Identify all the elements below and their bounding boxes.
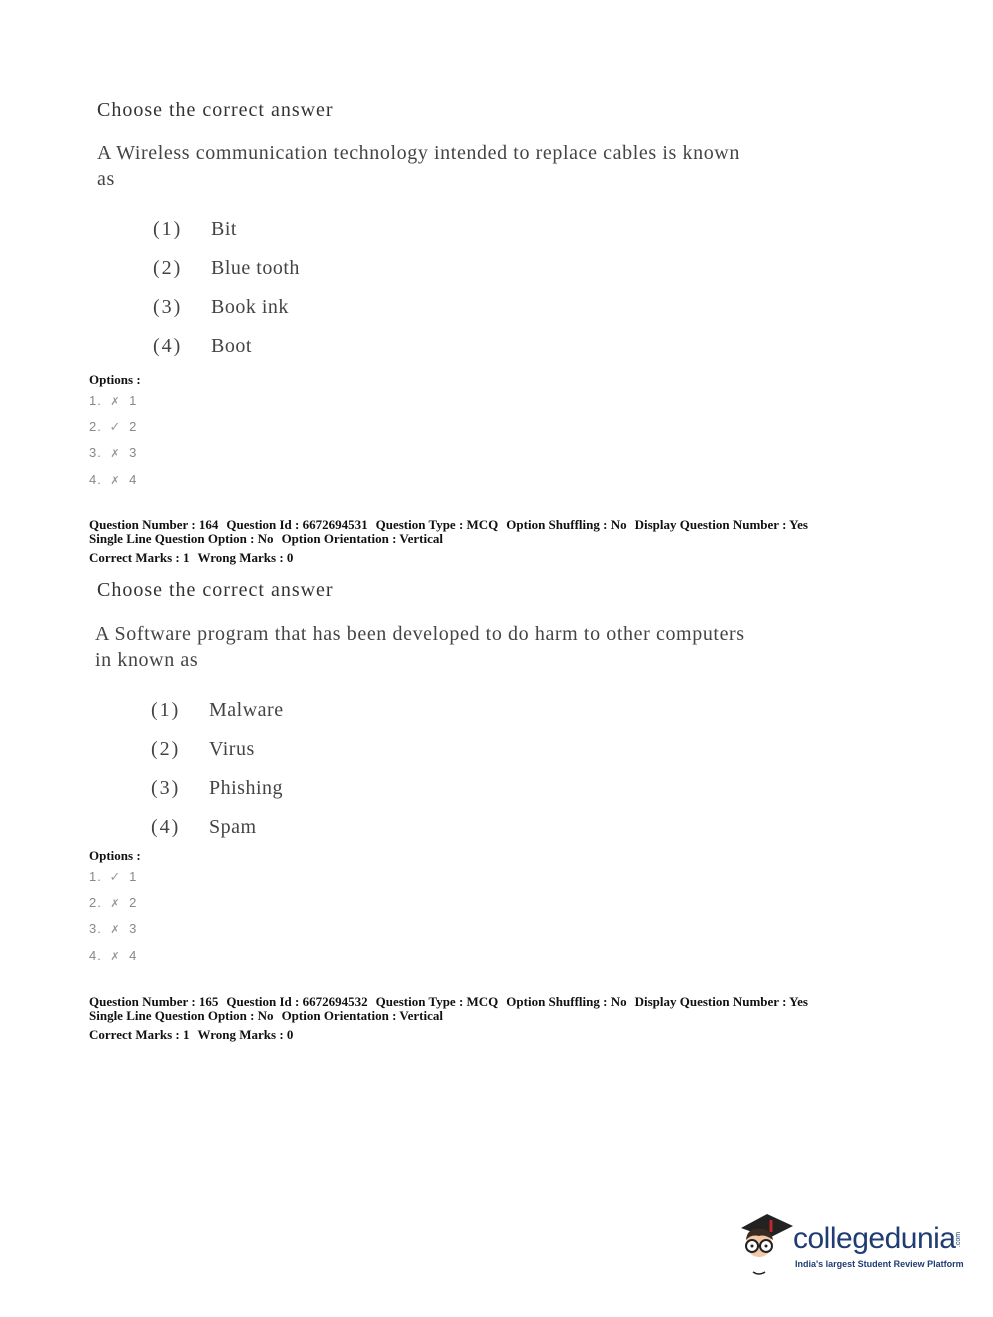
meta-field: Question Number : 164 [89,517,219,532]
question-text-line: as [97,168,115,190]
logo-tagline: India's largest Student Review Platform [795,1259,964,1269]
choice-number: (2) [153,257,183,279]
option-row [89,895,137,910]
choice-3 [153,296,289,319]
meta-field: Option Orientation : Vertical [281,531,443,546]
meta-line [89,518,816,532]
meta-field: Display Question Number : Yes [634,994,808,1009]
meta-field: Question Type : MCQ [375,517,499,532]
option-value: 2 [129,419,138,434]
option-value: 3 [129,921,138,936]
option-row [89,419,137,435]
cross-icon: ✗ [110,475,121,487]
choice-number: (3) [153,296,183,318]
meta-field: Question Id : 6672694531 [226,517,368,532]
choice-label: Blue tooth [211,257,300,279]
question-text [97,140,817,192]
option-row [89,921,137,936]
choice-1 [151,699,284,722]
cross-icon: ✗ [110,924,121,936]
meta-field: Question Id : 6672694532 [226,994,368,1009]
question-meta [89,518,816,565]
choice-number: (1) [153,218,183,240]
meta-field: Display Question Number : Yes [634,517,808,532]
choice-label: Phishing [209,777,284,799]
question-text-line: in known as [95,649,199,671]
collegedunia-logo [735,1210,965,1280]
option-index: 1. [89,393,102,408]
question-text-line: A Wireless communication technology intended to replace cables is known [97,142,740,164]
option-value: 4 [129,472,138,487]
choice-1 [153,218,237,241]
question-text-line: A Software program that has been developed to do harm to other computers [95,623,745,645]
cross-icon: ✗ [110,448,121,460]
option-index: 3. [89,921,102,936]
meta-field: Option Shuffling : No [506,994,627,1009]
meta-line [89,551,816,565]
options-label: Options : [89,372,141,387]
check-icon: ✓ [109,419,122,434]
option-value: 4 [129,948,138,963]
choice-label: Boot [211,335,252,357]
option-row [89,445,137,460]
option-index: 4. [89,472,102,487]
meta-field: Correct Marks : 1 [89,1027,190,1042]
choice-3 [151,777,283,800]
choice-number: (2) [151,738,181,760]
question-meta [89,995,816,1042]
meta-field: Option Shuffling : No [506,517,627,532]
meta-field: Wrong Marks : 0 [197,550,294,565]
question-heading: Choose the correct answer [97,579,334,601]
meta-line [89,1009,816,1023]
logo-wordmark: collegedunia [793,1222,956,1255]
meta-line [89,995,816,1009]
choice-label: Spam [209,816,257,838]
option-index: 1. [89,869,102,884]
meta-field: Question Number : 165 [89,994,219,1009]
option-value: 1 [129,869,138,884]
choice-number: (4) [151,816,181,838]
logo-suffix: .com [955,1231,963,1248]
option-index: 3. [89,445,102,460]
check-icon: ✓ [109,869,122,884]
option-row [89,393,137,408]
option-index: 2. [89,419,102,434]
option-index: 4. [89,948,102,963]
option-row [89,948,137,963]
meta-field: Wrong Marks : 0 [197,1027,294,1042]
choice-label: Malware [209,699,284,721]
cross-icon: ✗ [110,898,121,910]
cross-icon: ✗ [110,396,121,408]
meta-field: Single Line Question Option : No [89,1008,274,1023]
meta-field: Correct Marks : 1 [89,550,190,565]
option-index: 2. [89,895,102,910]
choice-4 [151,816,257,839]
option-value: 2 [129,895,138,910]
options-label: Options : [89,848,141,863]
option-row [89,472,137,487]
choice-label: Book ink [211,296,289,318]
question-heading: Choose the correct answer [97,99,334,121]
meta-field: Question Type : MCQ [375,994,499,1009]
mascot-icon [735,1210,795,1280]
option-value: 3 [129,445,138,460]
cross-icon: ✗ [110,951,121,963]
choice-2 [153,257,300,280]
option-row [89,869,137,885]
meta-field: Single Line Question Option : No [89,531,274,546]
meta-field: Option Orientation : Vertical [281,1008,443,1023]
choice-number: (3) [151,777,181,799]
meta-line [89,532,816,546]
choice-number: (4) [153,335,183,357]
choice-4 [153,335,252,358]
choice-number: (1) [151,699,181,721]
meta-line [89,1028,816,1042]
question-text [95,621,815,673]
option-value: 1 [129,393,138,408]
choice-2 [151,738,255,761]
choice-label: Virus [209,738,255,760]
choice-label: Bit [211,218,237,240]
